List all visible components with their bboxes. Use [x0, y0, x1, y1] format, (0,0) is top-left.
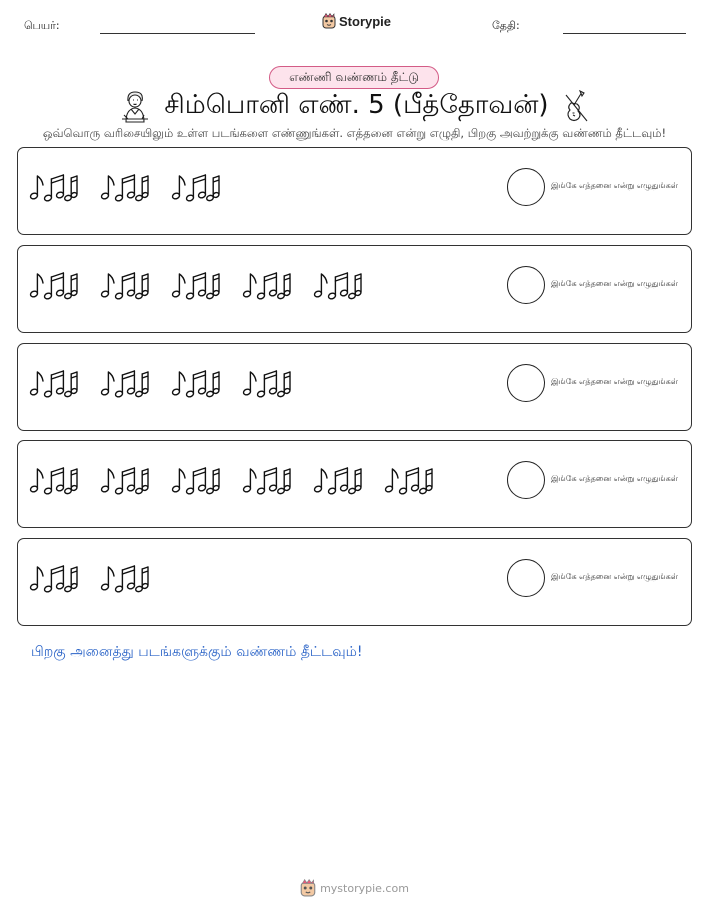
- counting-row: [17, 440, 692, 528]
- footer-url: mystorypie.com: [320, 881, 409, 895]
- brand-logo: [322, 13, 391, 29]
- music-notes-icon[interactable]: [100, 561, 150, 595]
- music-notes-icon[interactable]: [29, 561, 79, 595]
- answer-circle[interactable]: [507, 266, 545, 304]
- music-notes-icon[interactable]: [171, 268, 221, 302]
- footer-note: பிறகு அனைத்து படங்களுக்கும் வண்ணம் தீட்டவும்!: [31, 644, 363, 660]
- write-count-label: இங்கே எத்தனை என்று எழுதுங்கள்: [551, 279, 678, 288]
- violin-icon: [561, 89, 591, 123]
- write-count-label: இங்கே எத்தனை என்று எழுதுங்கள்: [551, 572, 678, 581]
- music-notes-icon[interactable]: [313, 463, 363, 497]
- music-notes-icon[interactable]: [242, 463, 292, 497]
- music-notes-icon[interactable]: [242, 366, 292, 400]
- write-count-label: இங்கே எத்தனை என்று எழுதுங்கள்: [551, 474, 678, 483]
- date-write-line[interactable]: [563, 33, 686, 34]
- music-notes-icon[interactable]: [29, 268, 79, 302]
- footer: [0, 879, 709, 897]
- music-notes-icon[interactable]: [242, 268, 292, 302]
- write-count-label: இங்கே எத்தனை என்று எழுதுங்கள்: [551, 377, 678, 386]
- music-notes-icon[interactable]: [29, 463, 79, 497]
- music-notes-icon[interactable]: [100, 170, 150, 204]
- title-row: [0, 86, 709, 126]
- name-label: பெயர்:: [24, 19, 60, 32]
- music-notes-icon[interactable]: [384, 463, 434, 497]
- beethoven-icon: [118, 89, 152, 123]
- item-group: [29, 268, 363, 302]
- counting-row: [17, 245, 692, 333]
- music-notes-icon[interactable]: [313, 268, 363, 302]
- music-notes-icon[interactable]: [100, 268, 150, 302]
- item-group: [29, 463, 434, 497]
- music-notes-icon[interactable]: [171, 170, 221, 204]
- answer-circle[interactable]: [507, 461, 545, 499]
- storypie-mascot-icon: [322, 13, 336, 29]
- counting-row: [17, 343, 692, 431]
- music-notes-icon[interactable]: [29, 170, 79, 204]
- worksheet-title: சிம்பொனி எண். 5 (பீத்தோவன்): [164, 89, 549, 120]
- counting-row: [17, 147, 692, 235]
- answer-circle[interactable]: [507, 364, 545, 402]
- item-group: [29, 366, 292, 400]
- activity-badge: எண்ணி வண்ணம் தீட்டு: [269, 66, 439, 89]
- worksheet-header: [0, 0, 709, 50]
- music-notes-icon[interactable]: [29, 366, 79, 400]
- name-write-line[interactable]: [100, 33, 255, 34]
- answer-circle[interactable]: [507, 168, 545, 206]
- date-label: தேதி:: [492, 19, 520, 32]
- music-notes-icon[interactable]: [100, 463, 150, 497]
- item-group: [29, 170, 221, 204]
- music-notes-icon[interactable]: [171, 366, 221, 400]
- music-notes-icon[interactable]: [100, 366, 150, 400]
- counting-row: [17, 538, 692, 626]
- music-notes-icon[interactable]: [171, 463, 221, 497]
- brand-name: Storypie: [339, 13, 392, 29]
- item-group: [29, 561, 150, 595]
- answer-circle[interactable]: [507, 559, 545, 597]
- write-count-label: இங்கே எத்தனை என்று எழுதுங்கள்: [551, 181, 678, 190]
- instructions: ஒவ்வொரு வரிசையிலும் உள்ள படங்களை எண்ணுங்கள். எத்தனை என்று எழுதி, பிறகு அவற்றுக்கு வண்ணம் தீட்டவும்!: [42, 126, 667, 140]
- storypie-mascot-icon: [300, 879, 316, 897]
